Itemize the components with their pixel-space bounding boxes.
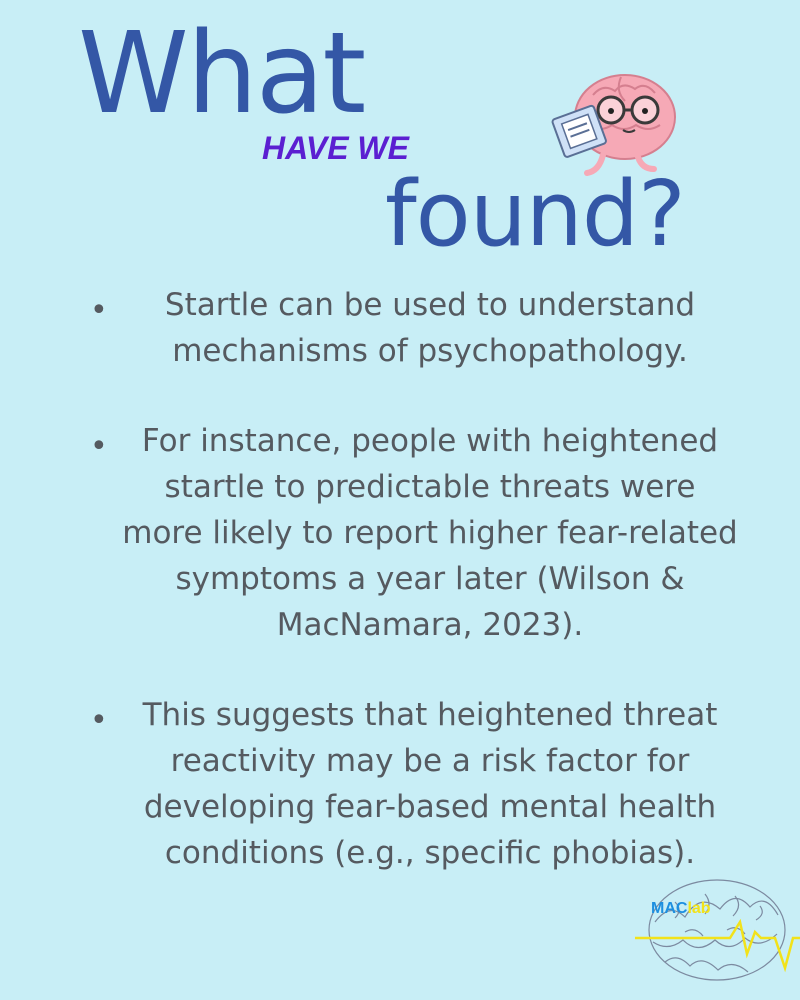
title-what: What <box>78 9 365 139</box>
bullet-item <box>80 418 740 648</box>
bullet-dot: • <box>90 429 108 464</box>
brain-reading-illustration <box>543 55 683 180</box>
bullet-dot: • <box>90 703 108 738</box>
bullet-item <box>80 282 740 374</box>
bullet-item <box>80 692 740 876</box>
bullet-text: This suggests that heightened threat reactivity may be a risk factor for developing fear-based mental health conditions (e.g., specific phobias). <box>142 697 718 871</box>
maclab-logo-text <box>651 900 711 918</box>
logo-text-mac: MAC <box>651 900 688 917</box>
title-found: found? <box>385 162 685 267</box>
bullet-list <box>80 282 740 920</box>
maclab-logo <box>635 872 800 992</box>
bullet-text: Startle can be used to understand mechanisms of psychopathology. <box>164 287 696 369</box>
logo-text-lab: lab <box>687 900 711 917</box>
bullet-dot: • <box>90 293 108 328</box>
title-have-we: HAVE WE <box>262 130 409 166</box>
bullet-text: For instance, people with heightened startle to predictable threats were more likely to report higher fear-related symptoms a year later (Wilson & MacNamara, 2023). <box>122 423 738 643</box>
brain-outline-icon <box>649 880 785 980</box>
